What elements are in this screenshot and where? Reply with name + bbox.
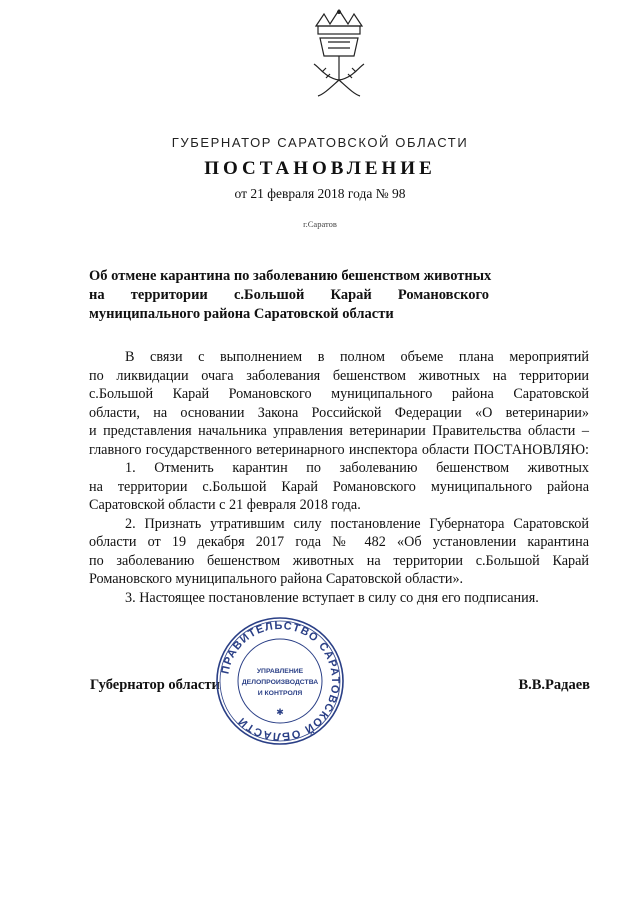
body-line: главного государственного ветеринарного инспектора области ПОСТАНОВЛЯЮ:	[89, 441, 589, 458]
stamp-line-3: И КОНТРОЛЯ	[257, 690, 303, 697]
heading-line: муниципального района Саратовской области	[89, 306, 394, 322]
body-line: области от 19 декабря 2017 года № 482 «Об установлении карантина	[89, 534, 589, 550]
heading-line: на территории с.Большой Карай Романовского	[89, 287, 489, 303]
body-line: области, на основании Закона Российской Федерации «О ветеринарии»	[89, 404, 589, 421]
body-line: по заболеванию бешенством животных на территории с.Большой Карай	[89, 552, 589, 569]
signature-name: В.В.Радаев	[518, 677, 590, 693]
coat-of-arms-icon	[296, 8, 382, 108]
stamp-outer-text: ПРАВИТЕЛЬСТВО САРАТОВСКОЙ ОБЛАСТИ	[219, 619, 342, 743]
document-type-title: ПОСТАНОВЛЕНИЕ	[204, 158, 436, 179]
issuing-authority: ГУБЕРНАТОР САРАТОВСКОЙ ОБЛАСТИ	[171, 135, 469, 150]
body-line: на территории с.Большой Карай Романовского муниципального района	[89, 478, 589, 495]
body-line: Романовского муниципального района Саратовской области».	[89, 571, 464, 587]
body-line: с.Большой Карай Романовского муниципального района Саратовской	[89, 386, 589, 402]
signature-position: Губернатор области	[90, 677, 220, 693]
document-date-number: от 21 февраля 2018 года № 98	[234, 186, 406, 201]
document-heading	[89, 267, 492, 324]
stamp-line-1: УПРАВЛЕНИЕ	[256, 668, 304, 675]
stamp-line-2: ДЕЛОПРОИЗВОДСТВА	[241, 679, 319, 686]
document-city: г.Саратов	[303, 219, 337, 229]
body-line: В связи с выполнением в полном объеме плана мероприятий	[125, 349, 589, 365]
heading-line: Об отмене карантина по заболеванию бешенством животных	[89, 268, 492, 284]
body-line: 2. Признать утратившим силу постановление Губернатора Саратовской	[125, 515, 589, 532]
body-line: и представления начальника управления ветеринарии Правительства области –	[89, 423, 589, 439]
official-stamp	[214, 615, 346, 747]
body-line: Саратовской области с 21 февраля 2018 года.	[89, 497, 361, 513]
star-icon: ✱	[276, 707, 284, 717]
body-line: по ликвидации очага заболевания бешенством животных на территории	[89, 367, 589, 384]
body-line: 3. Настоящее постановление вступает в силу со дня его подписания.	[125, 589, 539, 606]
document-body	[89, 348, 589, 607]
body-line: 1. Отменить карантин по заболеванию бешенством животных	[125, 460, 589, 476]
